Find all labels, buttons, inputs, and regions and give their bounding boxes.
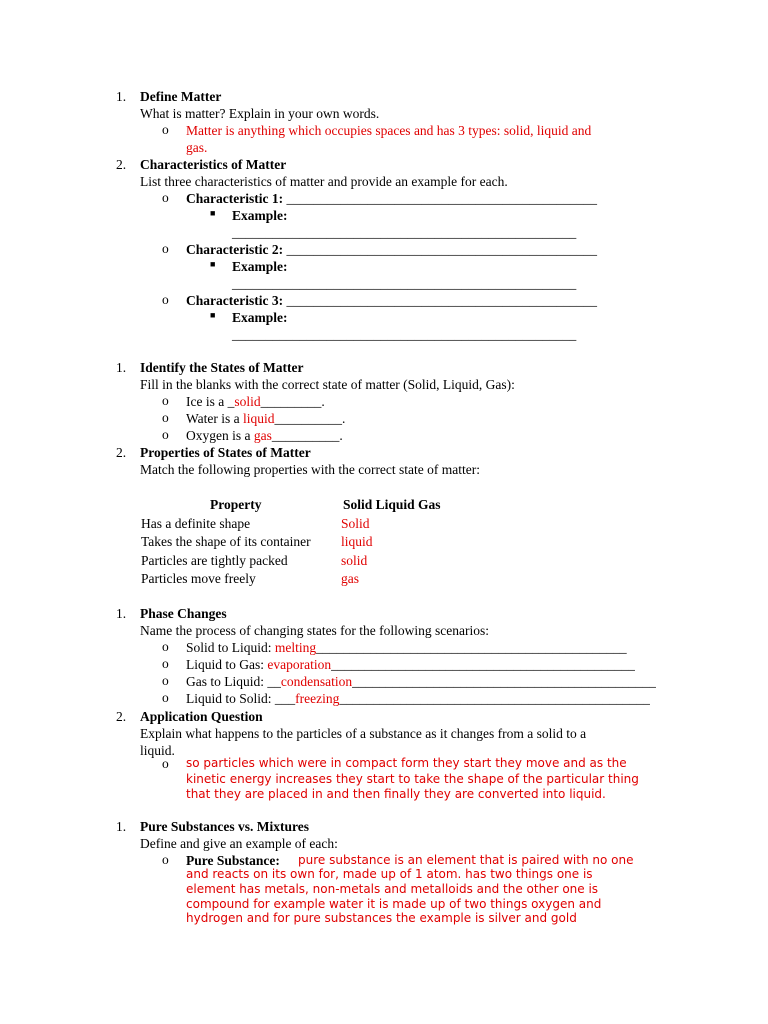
fill-prefix: Solid to Liquid:	[186, 640, 275, 655]
bullet-icon: o	[162, 292, 169, 307]
answer-text: pure substance is an element that is paired with no one	[298, 853, 634, 867]
section-number: 2.	[116, 157, 127, 172]
example-blank[interactable]: ___________________________________________________	[232, 225, 577, 240]
phase-change-row[interactable]	[186, 656, 635, 673]
prompt-text: Name the process of changing states for the following scenarios:	[140, 623, 490, 638]
prompt-text: Fill in the blanks with the correct state of matter (Solid, Liquid, Gas):	[140, 377, 515, 392]
fill-suffix: __________.	[271, 428, 343, 443]
ice-fill-row[interactable]	[186, 393, 325, 410]
characteristic-label: Characteristic 1:	[186, 191, 284, 206]
section-title-properties: Properties of States of Matter	[140, 445, 311, 460]
table-row-property: Particles are tightly packed	[141, 553, 288, 568]
table-row-answer[interactable]: gas	[341, 571, 359, 586]
characteristic-3-row[interactable]	[186, 292, 597, 309]
section-number: 1.	[116, 819, 127, 834]
bullet-icon: o	[162, 427, 169, 442]
fill-suffix: ______________________________________________	[316, 640, 627, 655]
section-title-pure-substances: Pure Substances vs. Mixtures	[140, 819, 310, 834]
example-label: Example:	[232, 208, 288, 223]
section-title-application: Application Question	[140, 709, 263, 724]
oxygen-fill-row[interactable]	[186, 427, 343, 444]
square-bullet-icon: ■	[210, 208, 216, 218]
section-number: 1.	[116, 606, 127, 621]
fill-suffix: _____________________________________________	[331, 657, 635, 672]
fill-prefix: Liquid to Gas:	[186, 657, 268, 672]
phase-change-row[interactable]	[186, 690, 650, 707]
fill-answer[interactable]: gas	[253, 428, 272, 443]
answer-blank[interactable]: ______________________________________________	[286, 293, 597, 308]
answer-text: kinetic energy increases they start to take the shape of the particular thing	[186, 771, 639, 786]
fill-answer[interactable]: condensation	[280, 674, 353, 689]
square-bullet-icon: ■	[210, 310, 216, 320]
answer-blank[interactable]: ______________________________________________	[286, 242, 597, 257]
answer-text: element has metals, non-metals and metalloids and the other one is	[186, 882, 599, 896]
question-text: What is matter? Explain in your own words.	[140, 106, 380, 121]
section-number: 2.	[116, 709, 127, 724]
section-title-characteristics: Characteristics of Matter	[140, 157, 287, 172]
table-row-answer[interactable]: liquid	[341, 534, 373, 549]
fill-prefix: Oxygen is a	[186, 428, 254, 443]
answer-text: gas.	[186, 140, 208, 155]
fill-answer[interactable]: evaporation	[267, 657, 332, 672]
answer-text: and reacts on its own for, made up of 1 atom. has two things one is	[186, 867, 593, 881]
bullet-icon: o	[162, 639, 169, 654]
prompt-text: liquid.	[140, 743, 175, 758]
fill-answer[interactable]: liquid	[243, 411, 275, 426]
table-row-property: Takes the shape of its container	[141, 534, 311, 549]
example-blank[interactable]: ___________________________________________________	[232, 327, 577, 342]
characteristic-label: Characteristic 2:	[186, 242, 284, 257]
fill-answer[interactable]: freezing	[295, 691, 340, 706]
prompt-text: List three characteristics of matter and provide an example for each.	[140, 174, 508, 189]
bullet-icon: o	[162, 393, 169, 408]
water-fill-row[interactable]	[186, 410, 345, 427]
characteristic-1-row[interactable]	[186, 190, 597, 207]
bullet-icon: o	[162, 241, 169, 256]
bullet-icon: o	[162, 852, 169, 867]
fill-prefix: Gas to Liquid: __	[186, 674, 281, 689]
characteristic-2-row[interactable]	[186, 241, 597, 258]
bullet-icon: o	[162, 690, 169, 705]
section-number: 2.	[116, 445, 127, 460]
answer-text: so particles which were in compact form they start they move and as the	[186, 756, 627, 770]
bullet-icon: o	[162, 656, 169, 671]
bullet-icon: o	[162, 190, 169, 205]
section-title-identify-states: Identify the States of Matter	[140, 360, 304, 375]
prompt-text: Explain what happens to the particles of a substance as it changes from a solid to a	[140, 726, 587, 741]
fill-suffix: __________.	[274, 411, 346, 426]
fill-prefix: Ice is a _	[186, 394, 235, 409]
table-row-property: Particles move freely	[141, 571, 256, 586]
example-label: Example:	[232, 310, 288, 325]
answer-text: that they are placed in and then finally they are converted into liquid.	[186, 787, 606, 801]
bullet-icon: o	[162, 756, 169, 771]
example-blank[interactable]: ___________________________________________________	[232, 276, 577, 291]
prompt-text: Match the following properties with the correct state of matter:	[140, 462, 481, 477]
table-row-property: Has a definite shape	[141, 516, 251, 531]
table-row-answer[interactable]: solid	[341, 553, 368, 568]
example-label: Example:	[232, 259, 288, 274]
prompt-text: Define and give an example of each:	[140, 836, 338, 851]
section-title-phase-changes: Phase Changes	[140, 606, 227, 621]
fill-prefix: Liquid to Solid: ___	[186, 691, 296, 706]
fill-answer[interactable]: melting	[274, 640, 317, 655]
phase-change-row[interactable]	[186, 673, 656, 690]
table-header-states: Solid Liquid Gas	[343, 497, 441, 512]
answer-text: hydrogen and for pure substances the example is silver and gold	[186, 911, 577, 925]
table-header-property: Property	[210, 497, 262, 512]
bullet-icon: o	[162, 122, 169, 137]
square-bullet-icon: ■	[210, 259, 216, 269]
fill-answer[interactable]: solid	[234, 394, 261, 409]
fill-suffix: _____________________________________________	[352, 674, 656, 689]
bullet-icon: o	[162, 410, 169, 425]
section-number: 1.	[116, 360, 127, 375]
phase-change-row[interactable]	[186, 639, 627, 656]
bullet-icon: o	[162, 673, 169, 688]
pure-substance-label: Pure Substance:	[186, 853, 280, 868]
fill-suffix: ______________________________________________	[339, 691, 650, 706]
section-title-define-matter: Define Matter	[140, 89, 222, 104]
answer-blank[interactable]: ______________________________________________	[286, 191, 597, 206]
section-number: 1.	[116, 89, 127, 104]
fill-prefix: Water is a	[186, 411, 244, 426]
table-row-answer[interactable]: Solid	[341, 516, 370, 531]
answer-text: compound for example water it is made up of two things oxygen and	[186, 896, 602, 911]
fill-suffix: _________.	[260, 394, 325, 409]
characteristic-label: Characteristic 3:	[186, 293, 284, 308]
answer-text: Matter is anything which occupies spaces and has 3 types: solid, liquid and	[186, 123, 592, 138]
